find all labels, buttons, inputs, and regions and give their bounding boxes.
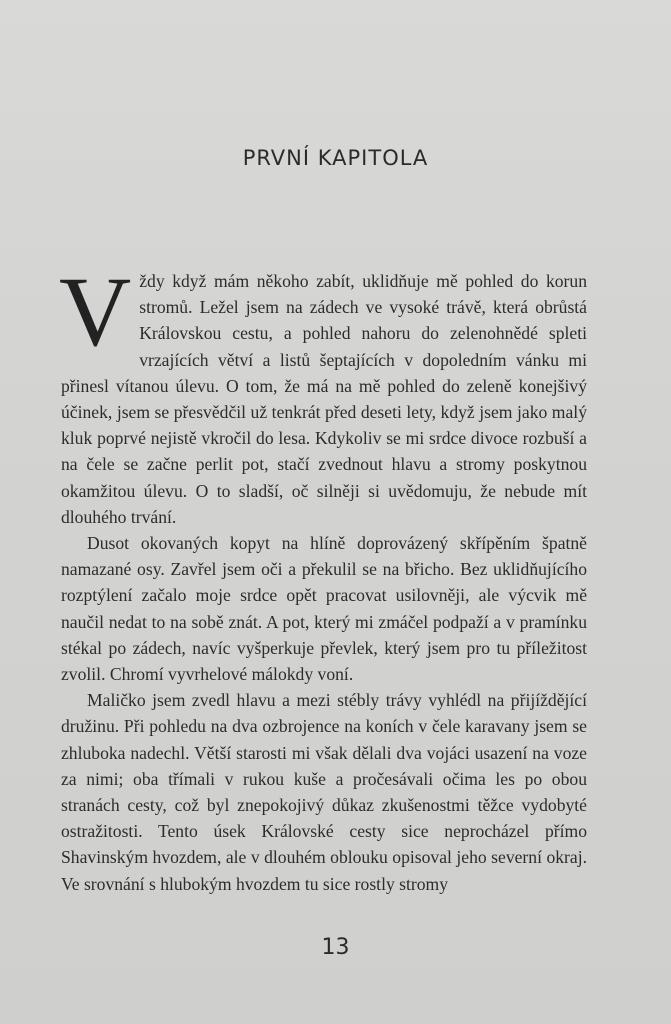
drop-cap: V [59,256,132,367]
paragraph-1 [59,256,587,530]
paragraph-2 [61,530,587,687]
body-text [59,256,587,897]
chapter-title: PRVNÍ KAPITOLA [242,146,429,170]
paragraph-text: ždy když mám někoho zabít, uklidňuje mě pohled do korun stromů. Ležel jsem na zádech ve vysoké trávě, která obrůstá Královskou cestu, a pohled nahoru do zelenohnědé spleti vrzajících větví a listů šeptajících v dopoledním vánku mi přinesl vítanou úlevu. O tom, že má na mě pohled do zeleně konejšivý účinek, jsem se přesvědčil už tenkrát před deseti lety, když jsem jako malý kluk poprvé nejistě vkročil do lesa. Kdykoliv se mi srdce divoce rozbuší a na čele se začne perlit pot, stačí zvednout hlavu a stromy poskytnou okamžitou úlevu. O to sladší, oč silněji si uvědomuju, že nebude mít dlouhého trvání. [61,271,587,527]
page-number: 13 [321,935,350,960]
paragraph-3 [61,687,587,897]
paragraph-text: Maličko jsem zvedl hlavu a mezi stébly trávy vyhlédl na přijíždějící družinu. Při pohledu na dva ozbrojence na koních v čele karavany jsem se zhluboka nadechl. Větší starosti mi však dělali dva vojáci usazení na voze za nimi; oba třímali v rukou kuše a pročesávali očima les po obou stranách cesty, což byl znepokojivý důkaz zkušenostmi těžce vydobyté ostražitosti. Tento úsek Královské cesty sice neprocházel přímo Shavinským hvozdem, ale v dlouhém oblouku opisoval jeho severní okraj. Ve srovnání s hlubokým hvozdem tu sice rostly stromy [61,690,587,894]
paragraph-text: Dusot okovaných kopyt na hlíně doprovázený skřípěním špatně namazané osy. Zavřel jsem oči a překulil se na břicho. Bez uklidňujícího rozptýlení začalo moje srdce opět pracovat usilovněji, ale výcvik mě naučil nedat to na sobě znát. A pot, který mi zmáčel podpaží a v pramínku stékal po zádech, navíc vyšperkuje převlek, který jsem pro tu příležitost zvolil. Chromí vyvrhelové málokdy voní. [61,533,587,685]
